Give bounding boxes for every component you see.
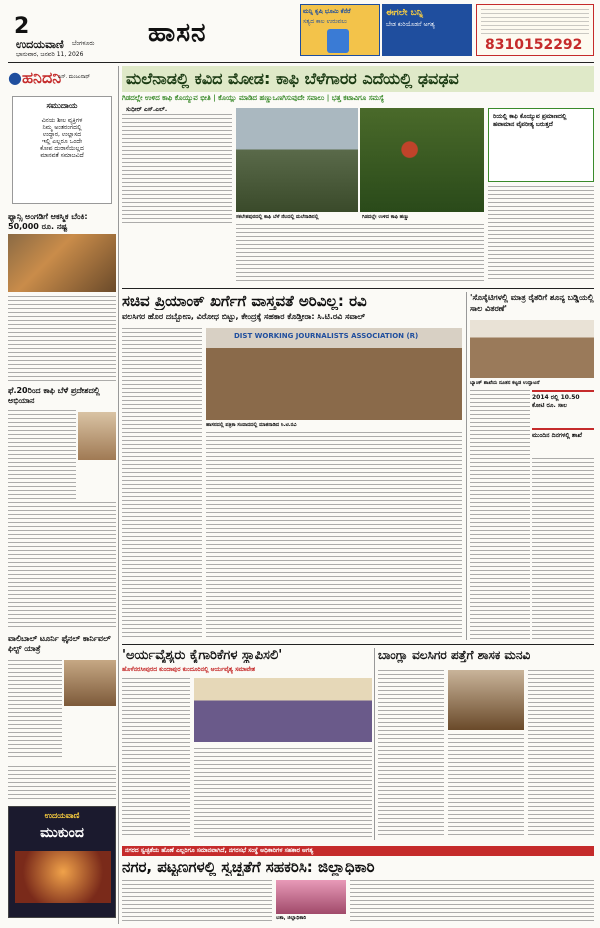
ad-top-mid: ಈಗಲೇ ಬನ್ನಿ ಬೇಡ ಕುರಿಯೊಡನೆ ಅಗತ್ಯ — [382, 4, 472, 56]
ad-scene — [15, 851, 111, 903]
clean-body-1 — [122, 880, 272, 922]
arya-subhead: ಹೊಳೆನರಸೀಪುರದ ಕುಂದಾಪುರ ಕುಂದೂರಿನಲ್ಲಿ ಆರ್ಯವೈಶ್ಯ ಸಮಾವೇಶ — [122, 666, 256, 673]
ravi-banner: DIST WORKING JOURNALISTS ASSOCIATION (R) — [234, 332, 419, 340]
story-clean — [122, 846, 594, 924]
ravi-caption: ಹಾಸನದಲ್ಲಿ ಪತ್ರಿಕಾ ಸಂವಾದದಲ್ಲಿ ಮಾತನಾಡಿದ ಸಿ.ಟಿ.ರವಿ — [206, 422, 297, 428]
society-body-1 — [470, 390, 530, 640]
arya-headline: 'ಅರ್ಯವೈಶ್ಯರು ಕೈಗಾರಿಕೆಗಳ ಸ್ಥಾಪಿಸಲಿ' — [122, 648, 283, 663]
story-d-rule — [374, 648, 375, 840]
ad-top-left: ಮನ್ನಿ ಕೃಷಿ ಭೂಮಿ ಕೆನೆರೆ ಸತ್ಯದ ಕಾಲ ಉರುವಲು — [300, 4, 380, 56]
fire-photo — [8, 234, 116, 292]
ravi-photo — [206, 328, 462, 420]
ravi-body-2 — [206, 432, 462, 640]
brand-sub: ಎನ್. ಮಂಜುನಾಥ್ — [58, 74, 91, 80]
arya-body-2 — [194, 748, 372, 838]
ad-text — [481, 9, 589, 35]
clean-kicker: ನಗರದ ಸ್ವಚ್ಛತೆಯ ಹೊಣೆ ಎಲ್ಲರಿಗೂ ಸಮಾನವಾಗಿದೆ, ನಗರಸಭೆ ಸಂಸ್ಥೆ ಅಧಿಕಾರಿಗಳ ಸಹಕಾರ ಅಗತ್ಯ — [122, 846, 594, 856]
clean-caption: ಲತಾ, ಜಿಲ್ಲಾಧಿಕಾರಿ — [276, 915, 307, 921]
story-fire-body — [8, 296, 116, 382]
phone-icon — [327, 29, 349, 53]
officer-photo — [78, 412, 116, 460]
bottom-left-ad: ಉದಯವಾಣಿ ಮುಕುಂದ — [8, 806, 116, 918]
bangla-body-1 — [378, 670, 444, 838]
left-col-rule — [118, 66, 119, 924]
section-title: ಹಾಸನ — [148, 18, 207, 48]
bangla-body-2 — [448, 734, 524, 838]
society-photo — [470, 320, 594, 378]
issue-date: ಭಾನುವಾರ, ಜನವರಿ 11, 2026 — [16, 51, 84, 58]
story-volley-title: ವಾಲಿಬಾಲ್ ಟೂರ್ನಿ ಫೈನಲ್ ಕಾರ್ನಿವಲ್ ಫಿಲ್ಟ್ ಯಾತ್ರೆ — [8, 634, 111, 653]
society-box-2: ಮುಂದಿನ ದಿನಗಳಲ್ಲಿ ಶಾಖೆ — [532, 428, 594, 454]
story-b-rule — [466, 292, 467, 640]
poem-lines: ವಿನಯ ಶೀಲ ವ್ಯಕ್ತಿಗಳ ನಿಮ್ಮ ಅಂತರಂಗದಲ್ಲಿ ಉದ್ಧಾರ, ಉಲ್ಲಾಸದ ಇಲ್ಲಿ ಎಲ್ಲರೂ ಒಂದೇ ಕೋಪ ದುರಾಸೆಯಿಲ್ಲದ ಮಾನವತೆ ಸಮಾಜವಿದೆ — [40, 117, 84, 159]
lead-subhead: ಗಿಡದಲ್ಲೇ ಉಳಿದ ಕಾಫಿ ಕೊಯ್ಯುವ ಭೀತಿ | ಕೊಯ್ಲು ಮಾಡಿದ ಹಣ್ಣುಒಣಗಿಸುವುದೇ ಸವಾಲು | ಭತ್ತ ಕಟಾವಿಗೂ ಸಮಸ್ಯೆ — [122, 94, 385, 102]
left-column — [8, 66, 116, 928]
edition-label: ಬೆಂಗಳೂರು — [72, 40, 95, 47]
page-number: 2 — [14, 14, 30, 39]
society-caption: ಬ್ಯಾಂಕ್ ಶಾಖೆಯ ನೂತನ ಕಟ್ಟಡ ಉದ್ಘಾಟನೆ — [470, 380, 540, 386]
story-volley-body-2 — [8, 766, 116, 802]
ad-phone: 8310152292 — [485, 37, 583, 53]
bangla-body-3 — [528, 670, 594, 838]
lead-headline: ಮಲೆನಾಡಲ್ಲಿ ಕವಿದ ಮೋಡ: ಕಾಫಿ ಬೆಳೆಗಾರರ ಎದೆಯಲ್ಲಿ ಢವಢವ — [122, 66, 594, 92]
story-arya — [122, 648, 372, 842]
lead-story — [122, 66, 594, 286]
lead-rule — [122, 288, 594, 289]
clean-body-2 — [350, 880, 594, 922]
society-headline: 'ಸೊಸೈಟಿಗಳಲ್ಲಿ ಮಾತ್ರ ರೈತರಿಗೆ ಶೂನ್ಯ ಬಡ್ಡಿಯಲ್ಲಿ ಸಾಲ ವಿತರಣೆ' — [470, 293, 594, 313]
lead-caption-2: ಗಿಡದಲ್ಲೇ ಉಳಿದ ಕಾಫಿ ಹಣ್ಣು — [362, 214, 409, 220]
lead-photo-2 — [360, 108, 484, 212]
brand-logo: ●ಹನಿದನಿ — [8, 68, 62, 87]
paper-name: ಉದಯವಾಣಿ — [16, 38, 64, 51]
lead-body-2 — [236, 224, 484, 282]
clean-headline: ನಗರ, ಪಟ್ಟಣಗಳಲ್ಲಿ ಸ್ವಚ್ಛತೆಗೆ ಸಹಕರಿಸಿ: ಜಿಲ್ಲಾಧಿಕಾರಿ — [122, 858, 375, 876]
bangla-headline: ಬಾಂಗ್ಲಾ ವಲಸಿಗರ ಪತ್ತೆಗೆ ಶಾಸಕ ಮನವಿ — [378, 648, 531, 662]
volley-photo — [64, 660, 116, 706]
lead-byline: ಸುಧೀರ್ ಎಸ್.ಎಲ್. — [126, 106, 168, 113]
ravi-subhead: ವಲಸಿಗರ ಹೊರ ದಬ್ಬೋಣ, ವಿರೋಧ ಬಿಟ್ಟು, ಕೇಂದ್ರಕ್ಕೆ ಸಹಕಾರ ಕೊಡ್ತೀರಾ: ಸಿ.ಟಿ.ರವಿ ಸವಾಲ್ — [122, 312, 366, 321]
arya-photo — [194, 678, 372, 742]
story-bangla — [378, 648, 594, 842]
story-coffee-body-2 — [8, 502, 116, 630]
lead-quote-box: ರಿಯಲ್ಲಿ ಕಾಫಿ ಕೊಯ್ಯುವ ಪ್ರಮಾಣದಲ್ಲಿ ಹವಾಮಾನ ವೈಪರೀತ್ಯ ಬರುತ್ತದೆ — [488, 108, 594, 182]
clean-photo — [276, 880, 346, 914]
lead-body-1 — [122, 114, 232, 226]
bangla-photo — [448, 670, 524, 730]
lead-caption-1: ಸಕಲೇಶಪುರದಲ್ಲಿ ಕಾಫಿ ಬೆಳೆ ನೆಲದಲ್ಲಿ ಮಲೆನಾಡಿನಲ್ಲಿ — [236, 214, 319, 220]
society-body-2 — [532, 458, 594, 640]
society-box-1: 2014 ರಲ್ಲಿ 10.50 ಕೋಟಿ ರೂ. ಸಾಲ — [532, 390, 594, 424]
arya-body-1 — [122, 678, 190, 838]
story-c-rule — [122, 644, 594, 645]
ad-top-right — [476, 4, 594, 56]
masthead-rule — [8, 62, 594, 63]
masthead — [0, 0, 600, 62]
story-ravi — [122, 292, 464, 642]
story-volley-body — [8, 660, 62, 760]
story-coffee-title: ಫೆ.20ರಿಂದ ಕಾಫಿ ಬೆಳೆ ಪ್ರದೇಶದಲ್ಲಿ ಅಭಿಯಾನ — [8, 386, 100, 405]
lead-photo-1 — [236, 108, 358, 212]
drop-icon: ● — [8, 68, 22, 87]
lead-body-3 — [488, 186, 594, 282]
poem-box: ಸಮುದಾಯ ವಿನಯ ಶೀಲ ವ್ಯಕ್ತಿಗಳ ನಿಮ್ಮ ಅಂತರಂಗದಲ್ಲಿ ಉದ್ಧಾರ, ಉಲ್ಲಾಸದ ಇಲ್ಲಿ ಎಲ್ಲರೂ ಒಂದೇ ಕೋಪ ದುರಾಸೆಯಿಲ್ಲದ ಮಾನವತೆ ಸಮಾಜವಿದೆ — [12, 96, 112, 204]
story-coffee-body — [8, 410, 76, 500]
ravi-headline: ಸಚಿವ ಪ್ರಿಯಾಂಕ್ ಖರ್ಗೆಗೆ ವಾಸ್ತವತೆ ಅರಿವಿಲ್ಲ: ರವಿ — [122, 292, 367, 310]
story-fire-title: ಫ್ಯಾನ್ಸಿ ಅಂಗಡಿಗೆ ಆಕಸ್ಮಿಕ ಬೆಂಕಿ: 50,000 ರೂ. ನಷ್ಟ — [8, 212, 88, 231]
story-society — [470, 292, 594, 642]
ravi-body-1 — [122, 328, 202, 640]
